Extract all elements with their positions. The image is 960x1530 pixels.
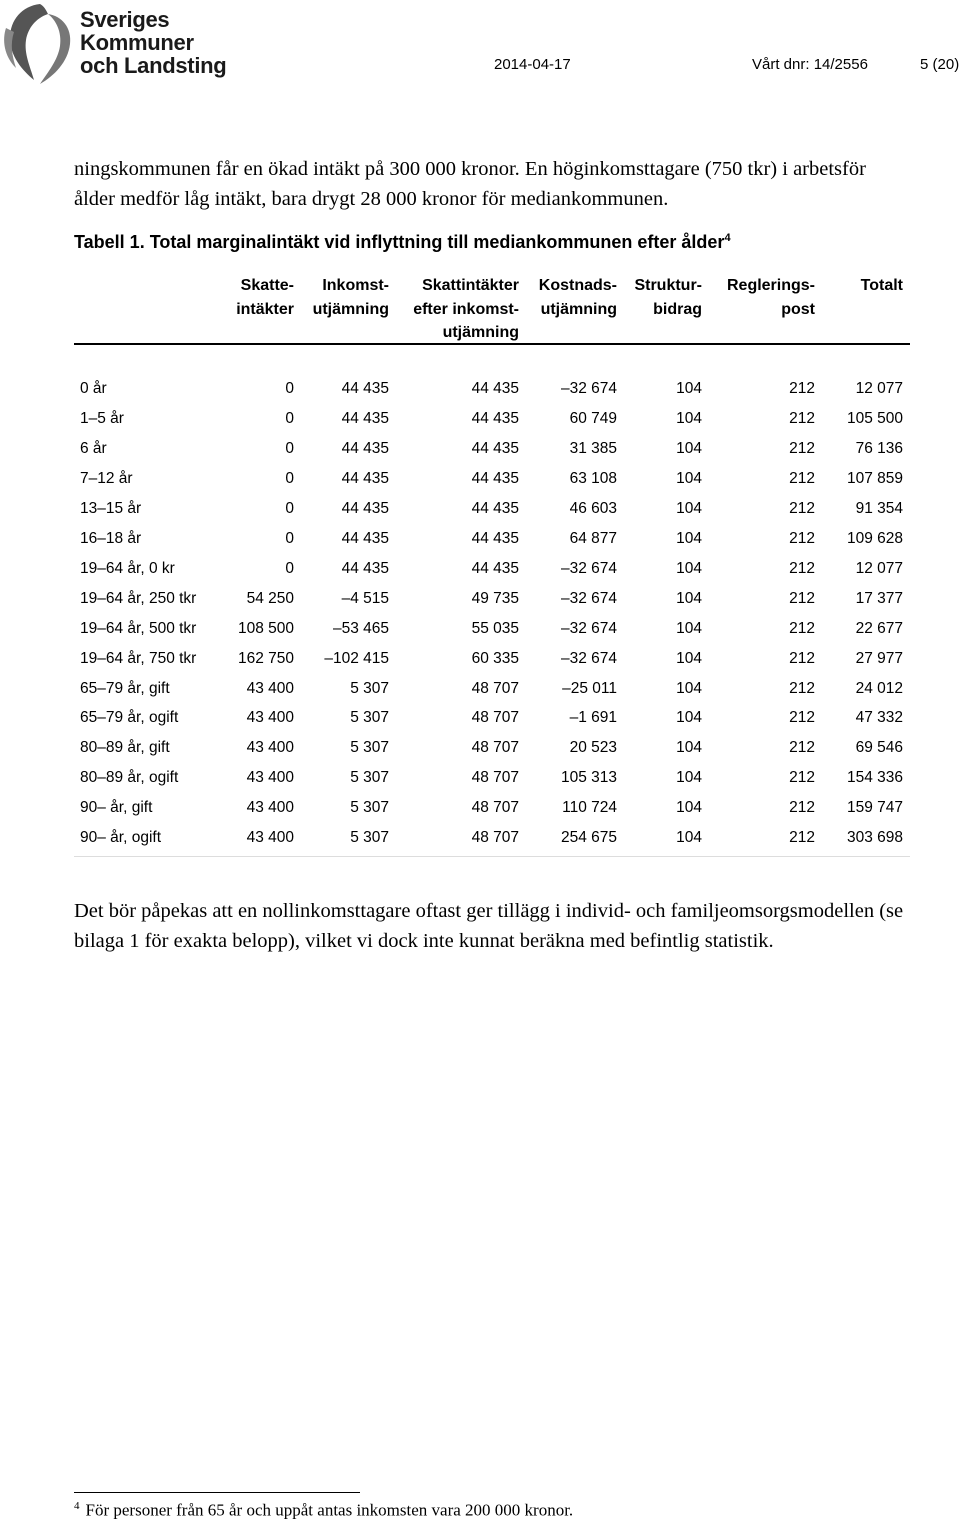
logo-line: Sveriges: [80, 7, 170, 32]
table-cell: 254 675: [560, 829, 617, 847]
table-cell: 212: [789, 380, 815, 397]
table-cell: 212: [789, 649, 815, 667]
table-cell: 303 698: [846, 829, 903, 847]
table-cell: 0: [285, 439, 294, 457]
table-cell: 212: [789, 409, 815, 427]
table-cell: 5 307: [350, 799, 389, 817]
table-cell: 48 707: [471, 709, 519, 727]
logo-line: och Landsting: [80, 53, 227, 78]
table-cell: 60 335: [471, 649, 519, 667]
table-cell: –32 674: [560, 619, 617, 637]
row-label: 19–64 år, 250 tkr: [80, 589, 197, 607]
organization-logo: [0, 0, 227, 92]
table-cell: 5 307: [350, 739, 389, 757]
row-label: 65–79 år, ogift: [80, 709, 179, 727]
table-cell: 110 724: [562, 799, 617, 817]
table-row: [74, 650, 910, 680]
table-cell: 104: [676, 439, 702, 457]
table-cell: 55 035: [471, 619, 519, 637]
table-bottom-rule: [74, 856, 910, 857]
table-cell: 76 136: [855, 439, 903, 457]
table-cell: 48 707: [471, 799, 519, 817]
row-label: 65–79 år, gift: [80, 679, 170, 697]
table-row: [74, 530, 910, 560]
table-cell: 46 603: [569, 499, 617, 517]
table-cell: 105 313: [560, 769, 617, 787]
table-row: [74, 769, 910, 799]
table-row: [74, 590, 910, 620]
table-cell: 44 435: [341, 469, 389, 487]
table-row: [74, 500, 910, 530]
column-header-line: post: [781, 300, 815, 318]
row-label: 6 år: [80, 439, 107, 457]
table-cell: 0: [285, 499, 294, 517]
table-cell: –32 674: [560, 589, 617, 607]
table-cell: –1 691: [569, 709, 617, 727]
table-cell: 44 435: [471, 529, 519, 547]
table-cell: 104: [676, 409, 702, 427]
row-label: 80–89 år, ogift: [80, 769, 179, 787]
table-cell: 44 435: [471, 409, 519, 427]
column-header-line: Inkomst-: [322, 277, 389, 294]
table-cell: –25 011: [562, 679, 617, 697]
table-cell: –53 465: [332, 619, 389, 637]
table-cell: 212: [789, 499, 815, 517]
column-header-line: Skattintäkter: [422, 277, 519, 294]
table-cell: 104: [676, 469, 702, 487]
row-label: 90– år, gift: [80, 799, 153, 817]
column-header-line: Reglerings-: [726, 277, 815, 294]
table-row: [74, 799, 910, 829]
footnote-separator: [74, 1492, 360, 1493]
table-cell: 212: [789, 709, 815, 727]
table-cell: 212: [789, 799, 815, 817]
table-cell: 31 385: [569, 439, 617, 457]
table-cell: 12 077: [855, 380, 903, 397]
table-cell: 159 747: [846, 799, 903, 817]
row-label: 7–12 år: [80, 469, 133, 487]
row-label: 19–64 år, 0 kr: [80, 559, 175, 577]
footnote-number: 4: [74, 1500, 80, 1512]
table-cell: 43 400: [246, 769, 294, 787]
table-cell: 48 707: [471, 679, 519, 697]
footnote: [74, 1500, 573, 1521]
table-cell: –32 674: [560, 380, 617, 397]
table-cell: –32 674: [560, 559, 617, 577]
table-cell: 109 628: [846, 529, 903, 547]
table-cell: 212: [789, 739, 815, 757]
table-cell: 212: [789, 829, 815, 847]
column-header: [753, 274, 903, 298]
table-cell: 44 435: [341, 559, 389, 577]
column-header-line: bidrag: [653, 300, 702, 318]
table-title: [74, 232, 731, 253]
table-cell: 104: [676, 829, 702, 847]
column-header-line: utjämning: [442, 324, 519, 341]
logo-emblem-icon: [0, 0, 80, 92]
table-cell: 44 435: [471, 469, 519, 487]
table-cell: 5 307: [350, 679, 389, 697]
row-label: 19–64 år, 750 tkr: [80, 649, 197, 667]
table-cell: 212: [789, 619, 815, 637]
table-cell: 0: [285, 529, 294, 547]
logo-wordmark: [80, 8, 226, 77]
table-row: [74, 739, 910, 769]
table-cell: 60 749: [569, 409, 617, 427]
logo-line: Kommuner: [80, 30, 194, 55]
table-cell: 104: [676, 499, 702, 517]
column-header-line: Skatte-: [240, 277, 294, 294]
column-header-line: intäkter: [236, 300, 294, 318]
closing-paragraph: Det bör påpekas att en nollinkomsttagare oftast ger tillägg i individ- och familjeomsorgsmodellen (se bilaga 1 för exakta belopp), vilket vi dock inte kunnat beräkna med befintlig statistik.: [74, 900, 904, 952]
table-cell: 104: [676, 739, 702, 757]
table-cell: 44 435: [341, 380, 389, 397]
table-cell: 212: [789, 559, 815, 577]
table-cell: 104: [676, 619, 702, 637]
table-cell: 43 400: [246, 799, 294, 817]
table-row: [74, 380, 910, 410]
document-date: 2014-04-17: [494, 56, 571, 73]
row-label: 0 år: [80, 380, 107, 397]
table-cell: 22 677: [855, 619, 903, 637]
table-cell: 105 500: [846, 409, 903, 427]
table-cell: 44 435: [341, 499, 389, 517]
table-row: [74, 829, 910, 859]
table-cell: 44 435: [341, 529, 389, 547]
table-cell: 20 523: [569, 739, 617, 757]
page-number: 5 (20): [920, 56, 960, 73]
table-cell: 69 546: [855, 739, 903, 757]
table-row: [74, 410, 910, 440]
column-header-line: utjämning: [540, 300, 617, 318]
table-cell: 48 707: [471, 829, 519, 847]
table-header-rule: [74, 343, 910, 345]
table-cell: 44 435: [471, 559, 519, 577]
table-cell: –102 415: [324, 649, 389, 667]
table-cell: 63 108: [569, 469, 617, 487]
table-cell: 212: [789, 439, 815, 457]
table-cell: 44 435: [471, 380, 519, 397]
table-cell: 44 435: [471, 439, 519, 457]
table-cell: 104: [676, 679, 702, 697]
table-title-text: Tabell 1. Total marginalintäkt vid inflyttning till mediankommunen efter ålder: [74, 232, 725, 252]
table-cell: 212: [789, 529, 815, 547]
table-cell: 5 307: [350, 829, 389, 847]
table-cell: 12 077: [855, 559, 903, 577]
table-cell: 0: [285, 559, 294, 577]
table-row: [74, 680, 910, 710]
document-reference: Vårt dnr: 14/2556: [752, 56, 868, 73]
table-cell: 43 400: [246, 829, 294, 847]
table-cell: 17 377: [855, 589, 903, 607]
column-header-line: efter inkomst-: [413, 300, 519, 318]
table-row: [74, 709, 910, 739]
table-row: [74, 470, 910, 500]
table-cell: 212: [789, 589, 815, 607]
table-cell: 43 400: [246, 739, 294, 757]
table-cell: 43 400: [246, 679, 294, 697]
table-cell: 104: [676, 709, 702, 727]
row-label: 13–15 år: [80, 499, 142, 517]
column-header-line: Totalt: [860, 277, 903, 294]
table-cell: 104: [676, 589, 702, 607]
table-title-footnote-ref: 4: [724, 232, 731, 244]
table-cell: 48 707: [471, 739, 519, 757]
table-cell: 5 307: [350, 709, 389, 727]
table-cell: 64 877: [569, 529, 617, 547]
table-cell: 48 707: [471, 769, 519, 787]
row-label: 16–18 år: [80, 529, 142, 547]
table-cell: 24 012: [855, 679, 903, 697]
intro-paragraph: ningskommunen får en ökad intäkt på 300 000 kronor. En höginkomsttagare (750 tkr) i arbetsför ålder medför låg intäkt, bara drygt 28 000 kronor för mediankommunen.: [74, 158, 866, 210]
row-label: 90– år, ogift: [80, 829, 162, 847]
table-cell: 104: [676, 559, 702, 577]
table-cell: 104: [676, 799, 702, 817]
table-row: [74, 620, 910, 650]
table-cell: 44 435: [341, 409, 389, 427]
row-label: 80–89 år, gift: [80, 739, 170, 757]
table-cell: 104: [676, 769, 702, 787]
table-cell: 44 435: [471, 499, 519, 517]
table-cell: 5 307: [350, 769, 389, 787]
table-cell: 212: [789, 769, 815, 787]
column-header-line: Kostnads-: [538, 277, 617, 294]
table-cell: 162 750: [237, 649, 294, 667]
column-header: [239, 274, 389, 321]
table-cell: 212: [789, 679, 815, 697]
row-label: 19–64 år, 500 tkr: [80, 619, 197, 637]
column-header-line: Struktur-: [634, 277, 702, 294]
table-cell: 154 336: [846, 769, 903, 787]
table-cell: 54 250: [246, 589, 294, 607]
table-cell: 212: [789, 469, 815, 487]
table-cell: 0: [285, 469, 294, 487]
table-cell: 47 332: [855, 709, 903, 727]
table-cell: 49 735: [471, 589, 519, 607]
table-cell: 91 354: [855, 499, 903, 517]
table-cell: 107 859: [846, 469, 903, 487]
table-cell: 27 977: [855, 649, 903, 667]
footnote-text: För personer från 65 år och uppåt antas inkomsten vara 200 000 kronor.: [85, 1500, 574, 1520]
row-label: 1–5 år: [80, 409, 124, 427]
table-cell: –32 674: [560, 649, 617, 667]
table-cell: –4 515: [341, 589, 389, 607]
table-cell: 0: [285, 409, 294, 427]
table-cell: 104: [676, 529, 702, 547]
table-row: [74, 440, 910, 470]
table-cell: 104: [676, 380, 702, 397]
table-row: [74, 560, 910, 590]
table-cell: 108 500: [237, 619, 294, 637]
table-cell: 43 400: [246, 709, 294, 727]
column-header-line: utjämning: [312, 300, 389, 318]
table-header: [74, 274, 910, 344]
table-cell: 104: [676, 649, 702, 667]
table-cell: 44 435: [341, 439, 389, 457]
table-cell: 0: [285, 380, 294, 397]
